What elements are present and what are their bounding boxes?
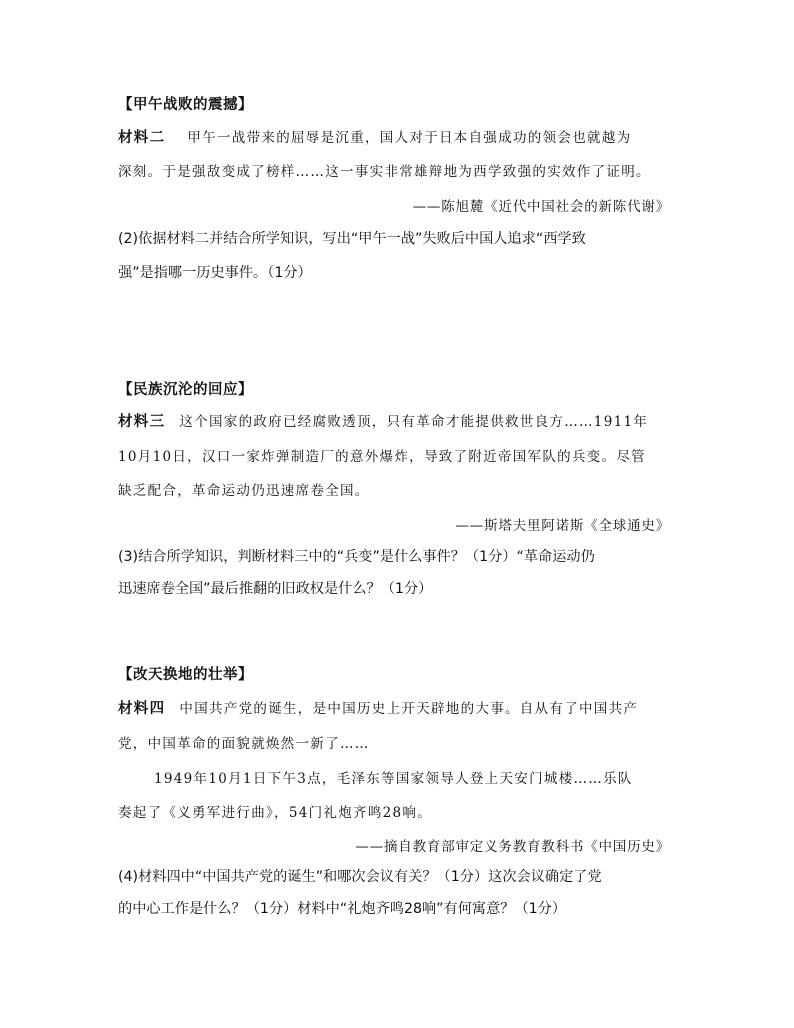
material-label: 材料三: [118, 414, 166, 430]
question-3-line-2: 迅速席卷全国”最后推翻的旧政权是什么？（1分）: [118, 581, 433, 597]
material-text: 这个国家的政府已经腐败透顶，只有革命才能提供救世良方……1911年: [179, 414, 649, 430]
material-four-line-4: 奏起了《义勇军进行曲》，54门礼炮齐鸣28响。: [118, 805, 433, 821]
material-three-line-3: 缺乏配合，革命运动仍迅速席卷全国。: [118, 483, 370, 499]
question-4-line-2: 的中心工作是什么？（1分）材料中“礼炮齐鸣28响”有何寓意？（1分）: [118, 901, 567, 917]
material-four-line-1: [118, 697, 676, 718]
material-three-line-2: 10月10日，汉口一家炸弹制造厂的意外爆炸，导致了附近帝国军队的兵变。尽管: [118, 449, 646, 465]
question-3-line-1: (3)结合所学知识，判断材料三中的“兵变”是什么事件？（1分）“革命运动仍: [118, 549, 595, 565]
material-four-source: ——摘自教育部审定义务教育教科书《中国历史》: [355, 839, 670, 855]
section-heading-gaitian: 【改天换地的壮举】: [118, 667, 253, 683]
material-text: 甲午一战带来的屈辱是沉重，国人对于日本自强成功的领会也就越为: [187, 130, 632, 146]
question-4-line-1: (4)材料四中“中国共产党的诞生”和哪次会议有关？（1分）这次会议确定了党: [118, 869, 602, 885]
section-heading-jiawu: 【甲午战败的震撼】: [118, 97, 253, 113]
material-four-line-3: 1949年10月1日下午3点，毛泽东等国家领导人登上天安门城楼……乐队: [154, 771, 633, 787]
material-label: 材料四: [118, 701, 166, 717]
material-four-line-2: 党，中国革命的面貌就焕然一新了……: [118, 736, 370, 752]
material-two-line-1: [118, 126, 676, 147]
material-three-source: ——斯塔夫里阿诺斯《全球通史》: [455, 518, 670, 534]
material-two-line-2: 深刻。于是强敌变成了榜样……这一事实非常雄辩地为西学致强的实效作了证明。: [118, 164, 651, 180]
material-two-source: ——陈旭麓《近代中国社会的新陈代谢》: [412, 199, 670, 215]
material-label: 材料二: [118, 130, 166, 146]
section-heading-minzu: 【民族沉沦的回应】: [118, 382, 253, 398]
material-text: 中国共产党的诞生，是中国历史上开天辟地的大事。自从有了中国共产: [179, 701, 639, 717]
question-2-line-2: 强”是指哪一历史事件。（1分）: [118, 265, 312, 281]
question-2-line-1: (2)依据材料二并结合所学知识，写出“甲午一战”失败后中国人追求“西学致: [118, 231, 586, 247]
material-three-line-1: [118, 410, 676, 431]
